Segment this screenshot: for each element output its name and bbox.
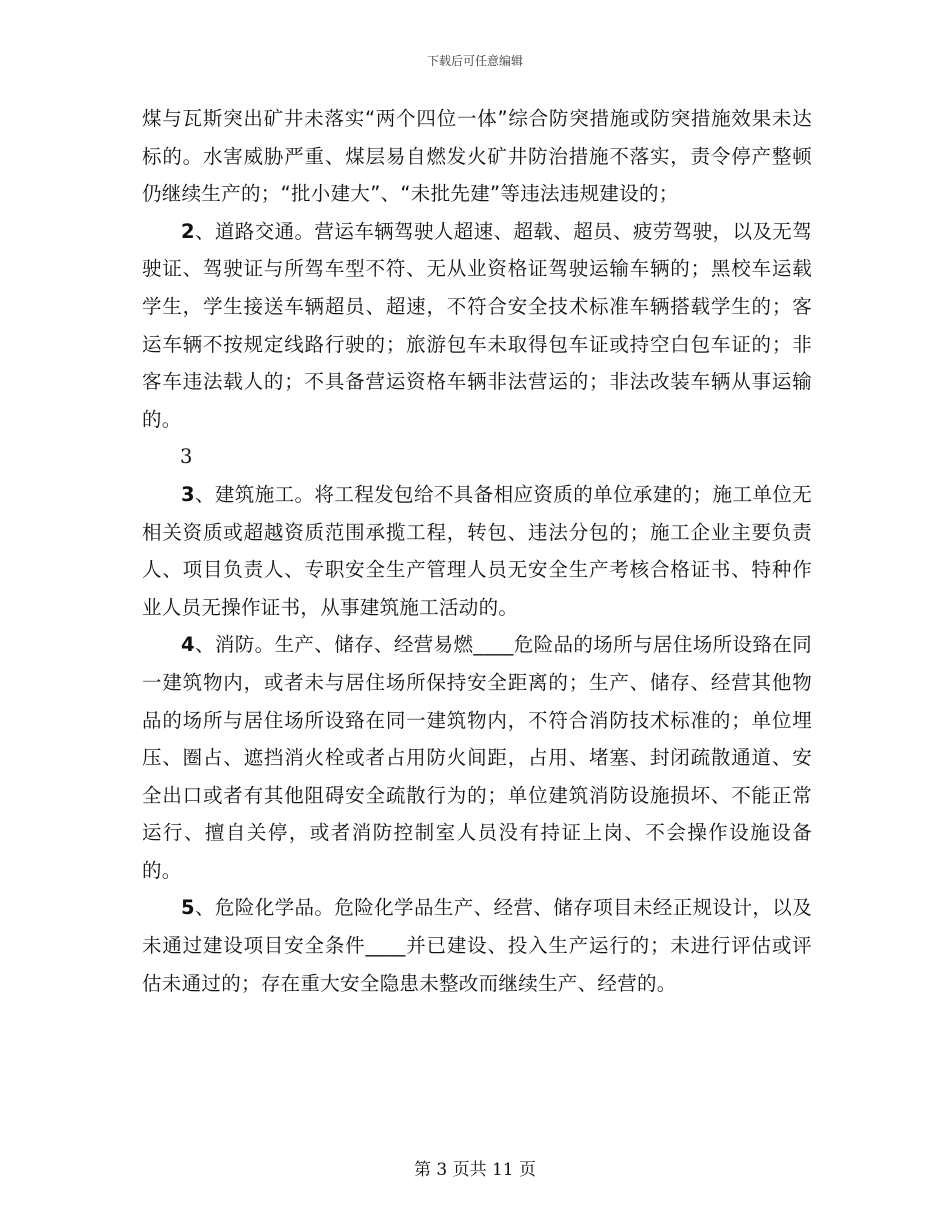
paragraph-hazardous-chemicals <box>142 889 812 1002</box>
item-number: 4 <box>181 633 195 657</box>
paragraph-text: 、危险化学品。危险化学品生产、经营、储存项目未经正规设计，以及未通过建设项目安全条件____并已建设、投入生产运行的；未进行评估或评估未通过的；存在重大安全隐患未整改而继续生产、经营的。 <box>142 896 812 995</box>
item-number: 2 <box>181 219 195 243</box>
paragraph-coal-mine <box>142 100 812 213</box>
page-header: 下载后可任意编辑 <box>426 54 523 68</box>
inline-page-mark: 3 <box>180 445 193 469</box>
paragraph-text: 、道路交通。营运车辆驾驶人超速、超载、超员、疲劳驾驶，以及无驾驶证、驾驶证与所驾车型不符、无从业资格证驾驶运输车辆的；黑校车运载学生，学生接送车辆超员、超速，不符合安全技术标准车辆搭载学生的；客运车辆不按规定线路行驶的；旅游包车未取得包车证或持空白包车证的；非客车违法载人的；不具备营运资格车辆非法营运的；非法改装车辆从事运输的。 <box>142 219 812 431</box>
document-body <box>142 100 812 1002</box>
paragraph-road-traffic <box>142 213 812 439</box>
paragraph-fire-safety <box>142 626 812 889</box>
paragraph-construction <box>142 476 812 626</box>
paragraph-text: 煤与瓦斯突出矿井未落实“两个四位一体”综合防突措施或防突措施效果未达标的。水害威胁严重、煤层易自燃发火矿井防治措施不落实，责令停产整顿仍继续生产的；“批小建大”、“未批先建”等违法违规建设的； <box>142 107 812 206</box>
item-number: 3 <box>181 482 195 506</box>
paragraph-text: 、消防。生产、储存、经营易燃____危险品的场所与居住场所设臵在同一建筑物内，或者未与居住场所保持安全距离的；生产、储存、经营其他物品的场所与居住场所设臵在同一建筑物内，不符合消防技术标准的；单位埋压、圈占、遮挡消火栓或者占用防火间距，占用、堵塞、封闭疏散通道、安全出口或者有其他阻碍安全疏散行为的；单位建筑消防设施损坏、不能正常运行、擅自关停，或者消防控制室人员没有持证上岗、不会操作设施设备的。 <box>142 633 812 882</box>
page-footer: 第 3 页共 11 页 <box>413 1160 537 1180</box>
item-number: 5 <box>181 896 195 920</box>
paragraph-text: 、建筑施工。将工程发包给不具备相应资质的单位承建的；施工单位无相关资质或超越资质范围承揽工程，转包、违法分包的；施工企业主要负责人、项目负责人、专职安全生产管理人员无安全生产考核合格证书、特种作业人员无操作证书，从事建筑施工活动的。 <box>142 482 812 619</box>
